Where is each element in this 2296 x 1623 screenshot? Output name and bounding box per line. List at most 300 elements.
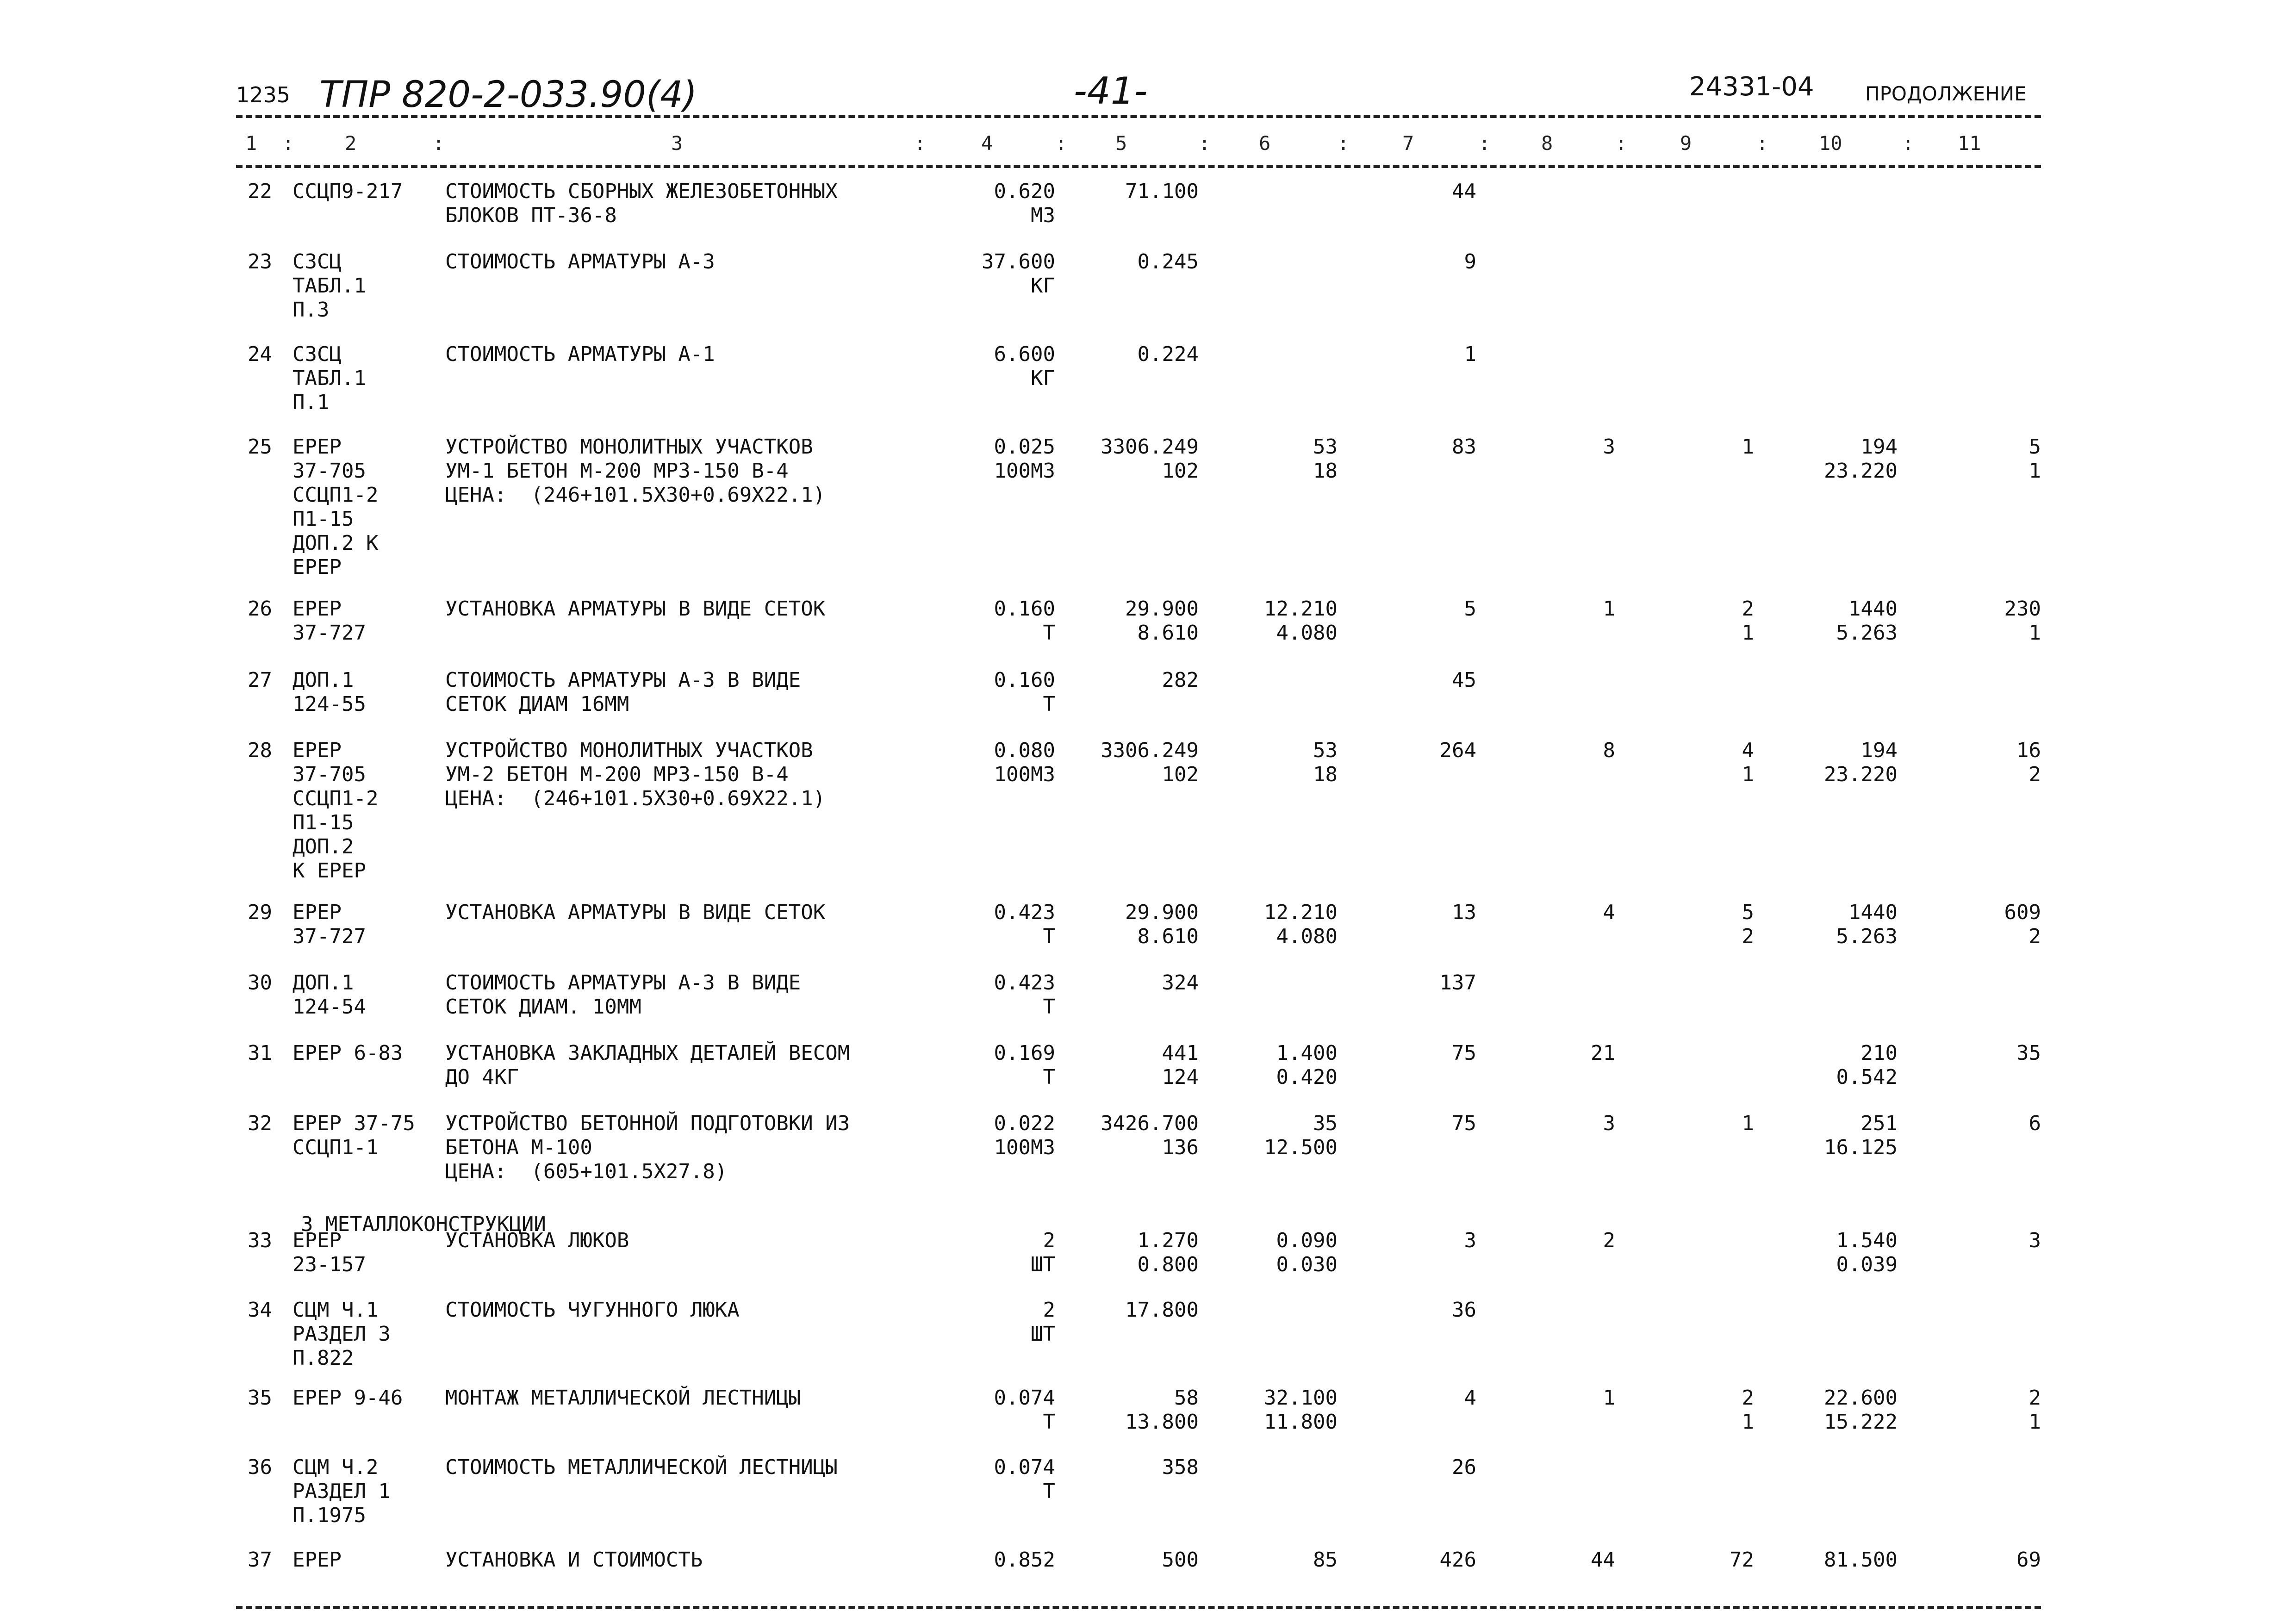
col9-value-line: 4 <box>1742 739 1754 762</box>
column-header-4: 4 <box>981 132 993 155</box>
col6-value <box>1213 739 1338 787</box>
work-description-line: ЦЕНА: (605+101.5Х27.8) <box>445 1160 728 1183</box>
work-description-line: УМ-1 БЕТОН М-200 МРЗ-150 В-4 <box>445 459 789 483</box>
col7-value <box>1342 1298 1476 1322</box>
col5-value-line: 0.224 <box>1137 342 1199 366</box>
rate-code-line: 124-55 <box>292 692 366 716</box>
work-description-line: УМ-2 БЕТОН М-200 МРЗ-150 В-4 <box>445 763 789 786</box>
col4-value-line: 37.600 <box>982 250 1055 274</box>
col6-value <box>1213 1229 1338 1277</box>
col8-value-line: 44 <box>1591 1548 1615 1572</box>
col8-value <box>1481 901 1615 925</box>
rate-code-line: ЕРЕР <box>292 739 342 762</box>
col4-value-line: 0.025 <box>994 435 1055 459</box>
col4-value-line: 0.022 <box>994 1112 1055 1135</box>
col11-value <box>1921 1041 2041 1065</box>
rate-code <box>292 342 366 415</box>
col4-value <box>916 1455 1055 1504</box>
col5-value <box>1064 668 1199 692</box>
col10-value <box>1759 901 1898 949</box>
rate-code-line: СЦМ Ч.1 <box>292 1298 379 1322</box>
rate-code-line: С3СЦ <box>292 250 342 274</box>
col8-value <box>1481 1112 1615 1136</box>
rate-code-line: ТАБЛ.1 <box>292 274 366 298</box>
work-description-line: ЦЕНА: (246+101.5Х30+0.69Х22.1) <box>445 483 826 507</box>
col10-value <box>1759 1229 1898 1277</box>
reference-number: 24331-04 <box>1689 72 1814 102</box>
sheet-number: 1235 <box>236 82 291 107</box>
col5-value-line: 1.270 <box>1137 1229 1199 1252</box>
column-header-11: 11 <box>1958 132 1981 155</box>
col5-value-line: 102 <box>1162 459 1199 483</box>
col8-value-line: 1 <box>1603 1386 1615 1410</box>
col6-value-line: 12.500 <box>1264 1136 1338 1159</box>
col8-value <box>1481 739 1615 763</box>
work-description-line: УСТАНОВКА АРМАТУРЫ В ВИДЕ СЕТОК <box>445 597 826 621</box>
rate-code-line: РАЗДЕЛ 1 <box>292 1480 391 1503</box>
col5-value <box>1064 1229 1199 1277</box>
col9-value-line: 72 <box>1730 1548 1754 1572</box>
col5-value <box>1064 739 1199 787</box>
col5-value <box>1064 1548 1199 1572</box>
rate-code-line: ССЦП1-1 <box>292 1136 379 1159</box>
col6-value-line: 18 <box>1313 763 1338 786</box>
col7-value <box>1342 597 1476 621</box>
col5-value <box>1064 1112 1199 1160</box>
work-description-line: СТОИМОСТЬ АРМАТУРЫ А-3 <box>445 250 715 274</box>
col11-value-line: 2 <box>2028 763 2041 786</box>
col7-value-line: 26 <box>1452 1455 1476 1479</box>
work-description <box>445 1298 740 1322</box>
col9-value <box>1620 1386 1754 1434</box>
row-number: 36 <box>248 1455 272 1479</box>
col8-value-line: 3 <box>1603 435 1615 459</box>
rate-code-line: ЕРЕР <box>292 1548 342 1572</box>
col4-value <box>916 1298 1055 1346</box>
col6-value <box>1213 435 1338 483</box>
col9-value-line: 1 <box>1742 1112 1754 1135</box>
col11-value <box>1921 1548 2041 1572</box>
col11-value-line: 2 <box>2028 1386 2041 1410</box>
row-number: 27 <box>248 668 272 692</box>
work-description-line: СЕТОК ДИАМ 16ММ <box>445 692 629 716</box>
rate-code-line: ЕРЕР <box>292 597 342 621</box>
col4-value-line: 0.074 <box>994 1455 1055 1479</box>
col7-value <box>1342 435 1476 459</box>
column-header-5: 5 <box>1115 132 1127 155</box>
row-number: 28 <box>248 739 272 762</box>
col7-value <box>1342 971 1476 995</box>
col7-value-line: 3 <box>1464 1229 1476 1252</box>
col4-value <box>916 597 1055 645</box>
col7-value-line: 83 <box>1452 435 1476 459</box>
col7-value-line: 36 <box>1452 1298 1476 1322</box>
col7-value-line: 9 <box>1464 250 1476 274</box>
rate-code <box>292 739 378 883</box>
continuation-label: ПРОДОЛЖЕНИЕ <box>1865 82 2027 105</box>
rate-code-line: ЕРЕР 9-46 <box>292 1386 403 1410</box>
col11-value-line: 6 <box>2028 1112 2041 1135</box>
col11-value-line: 5 <box>2028 435 2041 459</box>
col11-value-line: 69 <box>2016 1548 2041 1572</box>
col11-value-line: 3 <box>2028 1229 2041 1252</box>
col5-value-line: 8.610 <box>1137 925 1199 948</box>
work-description <box>445 1041 850 1089</box>
col6-value-line: 1.400 <box>1276 1041 1338 1065</box>
col9-value-line: 1 <box>1742 1410 1754 1434</box>
rate-code-line: ЕРЕР <box>292 435 342 459</box>
row-number: 35 <box>248 1386 272 1410</box>
rate-code <box>292 1386 403 1410</box>
col8-value <box>1481 1041 1615 1065</box>
col10-value <box>1759 597 1898 645</box>
column-header-2: 2 <box>345 132 357 155</box>
column-header-6: 6 <box>1259 132 1271 155</box>
work-description-line: СТОИМОСТЬ АРМАТУРЫ А-3 В ВИДЕ <box>445 668 801 692</box>
col10-value-line: 1440 <box>1848 901 1898 924</box>
row-number: 37 <box>248 1548 272 1572</box>
column-separator: : <box>1615 132 1627 155</box>
col5-value <box>1064 901 1199 949</box>
rate-code-line: ЕРЕР 37-75 <box>292 1112 415 1135</box>
col5-value-line: 3306.249 <box>1101 435 1199 459</box>
rate-code-line: П1-15 <box>292 507 354 531</box>
work-description <box>445 435 825 507</box>
col7-value-line: 4 <box>1464 1386 1476 1410</box>
rate-code-line: 124-54 <box>292 995 366 1019</box>
col7-value <box>1342 901 1476 925</box>
row-number: 31 <box>248 1041 272 1065</box>
col6-value-line: 85 <box>1313 1548 1338 1572</box>
document-code: ТПР 820-2-033.90(4) <box>319 74 697 116</box>
col6-value-line: 4.080 <box>1276 621 1338 645</box>
col7-value-line: 75 <box>1452 1041 1476 1065</box>
col10-value-line: 23.220 <box>1824 459 1898 483</box>
work-description-line: УСТАНОВКА ЗАКЛАДНЫХ ДЕТАЛЕЙ ВЕСОМ <box>445 1041 850 1065</box>
work-description-line: СЕТОК ДИАМ. 10ММ <box>445 995 641 1019</box>
rate-code-line: 37-705 <box>292 763 366 786</box>
rate-code-line: С3СЦ <box>292 342 342 366</box>
col5-value-line: 29.900 <box>1125 901 1199 924</box>
col10-value <box>1759 739 1898 787</box>
col4-value-line: Т <box>1043 1065 1055 1089</box>
col9-value-line: 1 <box>1742 621 1754 645</box>
column-separator: : <box>1756 132 1768 155</box>
col4-value <box>916 342 1055 391</box>
rate-code <box>292 971 366 1019</box>
col4-value-line: 0.620 <box>994 180 1055 203</box>
rate-code <box>292 1298 391 1370</box>
work-description-line: МОНТАЖ МЕТАЛЛИЧЕСКОЙ ЛЕСТНИЦЫ <box>445 1386 801 1410</box>
rate-code <box>292 1041 403 1065</box>
col4-value-line: Т <box>1043 1410 1055 1434</box>
col9-value <box>1620 435 1754 459</box>
col6-value <box>1213 1548 1338 1572</box>
col6-value <box>1213 901 1338 949</box>
col5-value-line: 441 <box>1162 1041 1199 1065</box>
col6-value-line: 0.420 <box>1276 1065 1338 1089</box>
col4-value-line: 2 <box>1043 1298 1055 1322</box>
col10-value-line: 16.125 <box>1824 1136 1898 1159</box>
col10-value-line: 23.220 <box>1824 763 1898 786</box>
rate-code-line: 37-727 <box>292 925 366 948</box>
col4-value-line: 100М3 <box>994 1136 1055 1159</box>
col7-value-line: 75 <box>1452 1112 1476 1135</box>
rate-code-line: 37-727 <box>292 621 366 645</box>
col7-value-line: 44 <box>1452 180 1476 203</box>
col4-value-line: 2 <box>1043 1229 1055 1252</box>
col11-value-line: 1 <box>2028 621 2041 645</box>
col6-value-line: 4.080 <box>1276 925 1338 948</box>
rate-code-line: ТАБЛ.1 <box>292 367 366 390</box>
col10-value <box>1759 1386 1898 1434</box>
rate-code-line: РАЗДЕЛ 3 <box>292 1322 391 1346</box>
col7-value <box>1342 342 1476 367</box>
col5-value-line: 0.245 <box>1137 250 1199 274</box>
rate-code-line: ССЦП9-217 <box>292 180 403 203</box>
section-title: 3 МЕТАЛЛОКОНСТРУКЦИИ <box>301 1213 546 1236</box>
col6-value-line: 53 <box>1313 435 1338 459</box>
work-description-line: УСТРОЙСТВО МОНОЛИТНЫХ УЧАСТКОВ <box>445 435 813 459</box>
rate-code-line: ЕРЕР <box>292 1229 342 1252</box>
col7-value-line: 5 <box>1464 597 1476 621</box>
col5-value <box>1064 1455 1199 1480</box>
rate-code <box>292 668 366 716</box>
rate-code-line: П.1975 <box>292 1504 366 1527</box>
column-header-10: 10 <box>1819 132 1842 155</box>
work-description <box>445 597 825 621</box>
rate-code-line: СЦМ Ч.2 <box>292 1455 379 1479</box>
col11-value-line: 1 <box>2028 459 2041 483</box>
rate-code-line: ССЦП1-2 <box>292 483 379 507</box>
col7-value-line: 426 <box>1439 1548 1476 1572</box>
page-bottom-rule <box>236 1606 2041 1609</box>
col10-value-line: 251 <box>1860 1112 1898 1135</box>
col6-value <box>1213 597 1338 645</box>
rate-code-line: ССЦП1-2 <box>292 787 379 810</box>
col4-value-line: 100М3 <box>994 459 1055 483</box>
col5-value-line: 8.610 <box>1137 621 1199 645</box>
col4-value-line: ШТ <box>1031 1322 1055 1346</box>
col6-value-line: 12.210 <box>1264 597 1338 621</box>
col5-value-line: 0.800 <box>1137 1253 1199 1276</box>
col9-value <box>1620 739 1754 787</box>
col9-value-line: 5 <box>1742 901 1754 924</box>
col10-value-line: 15.222 <box>1824 1410 1898 1434</box>
col9-value <box>1620 901 1754 949</box>
work-description-line: УСТАНОВКА ЛЮКОВ <box>445 1229 629 1252</box>
col7-value <box>1342 668 1476 692</box>
col10-value-line: 1440 <box>1848 597 1898 621</box>
col9-value-line: 1 <box>1742 763 1754 786</box>
col5-value-line: 500 <box>1162 1548 1199 1572</box>
work-description <box>445 971 801 1019</box>
col4-value-line: КГ <box>1031 367 1055 390</box>
col10-value-line: 0.039 <box>1836 1253 1898 1276</box>
col4-value <box>916 1229 1055 1277</box>
col6-value-line: 0.090 <box>1276 1229 1338 1252</box>
rate-code-line: П.3 <box>292 298 330 322</box>
col4-value-line: Т <box>1043 995 1055 1019</box>
rate-code <box>292 901 366 949</box>
col10-value <box>1759 435 1898 483</box>
col7-value-line: 264 <box>1439 739 1476 762</box>
row-number: 26 <box>248 597 272 621</box>
col11-value-line: 16 <box>2016 739 2041 762</box>
work-description-line: СТОИМОСТЬ СБОРНЫХ ЖЕЛЕЗОБЕТОННЫХ <box>445 180 838 203</box>
col7-value <box>1342 180 1476 204</box>
work-description <box>445 901 825 925</box>
col5-value <box>1064 597 1199 645</box>
col5-value <box>1064 971 1199 995</box>
col7-value <box>1342 1229 1476 1253</box>
rate-code <box>292 1548 342 1572</box>
rate-code-line: ЕРЕР 6-83 <box>292 1041 403 1065</box>
col4-value-line: 0.423 <box>994 971 1055 995</box>
col4-value <box>916 180 1055 228</box>
col5-value <box>1064 1041 1199 1089</box>
column-header-9: 9 <box>1680 132 1692 155</box>
col4-value <box>916 435 1055 483</box>
row-number: 30 <box>248 971 272 995</box>
col8-value-line: 4 <box>1603 901 1615 924</box>
col7-value-line: 13 <box>1452 901 1476 924</box>
rate-code-line: ДОП.1 <box>292 668 354 692</box>
work-description-line: УСТРОЙСТВО БЕТОННОЙ ПОДГОТОВКИ ИЗ <box>445 1112 850 1135</box>
work-description-line: ДО 4КГ <box>445 1065 519 1089</box>
work-description <box>445 668 801 716</box>
col5-value-line: 3306.249 <box>1101 739 1199 762</box>
col9-value-line: 2 <box>1742 1386 1754 1410</box>
work-description <box>445 342 715 367</box>
col9-value <box>1620 597 1754 645</box>
col4-value-line: 0.080 <box>994 739 1055 762</box>
work-description <box>445 739 825 811</box>
col9-value-line: 2 <box>1742 597 1754 621</box>
col4-value <box>916 1112 1055 1160</box>
col4-value-line: КГ <box>1031 274 1055 298</box>
col4-value <box>916 250 1055 298</box>
col5-value-line: 58 <box>1174 1386 1199 1410</box>
col8-value-line: 2 <box>1603 1229 1615 1252</box>
column-separator: : <box>1902 132 1914 155</box>
col5-value-line: 102 <box>1162 763 1199 786</box>
col4-value <box>916 739 1055 787</box>
col4-value-line: Т <box>1043 1480 1055 1503</box>
col9-value <box>1620 1112 1754 1136</box>
col6-value <box>1213 1386 1338 1434</box>
column-separator: : <box>1055 132 1067 155</box>
rate-code <box>292 435 378 579</box>
work-description-line: ЦЕНА: (246+101.5Х30+0.69Х22.1) <box>445 787 826 810</box>
rate-code-line: ЕРЕР <box>292 901 342 924</box>
col5-value <box>1064 435 1199 483</box>
col4-value-line: 0.074 <box>994 1386 1055 1410</box>
rate-code <box>292 1455 391 1528</box>
col7-value-line: 45 <box>1452 668 1476 692</box>
rate-code <box>292 180 403 204</box>
column-header-7: 7 <box>1402 132 1414 155</box>
col8-value-line: 21 <box>1591 1041 1615 1065</box>
row-number: 32 <box>248 1112 272 1135</box>
work-description-line: УСТРОЙСТВО МОНОЛИТНЫХ УЧАСТКОВ <box>445 739 813 762</box>
row-number: 34 <box>248 1298 272 1322</box>
col11-value <box>1921 597 2041 645</box>
work-description <box>445 1455 838 1480</box>
rate-code-line: К ЕРЕР <box>292 859 366 883</box>
col5-value <box>1064 250 1199 274</box>
col9-value-line: 2 <box>1742 925 1754 948</box>
work-description <box>445 1548 703 1572</box>
header-top-rule <box>236 115 2041 118</box>
col10-value-line: 22.600 <box>1824 1386 1898 1410</box>
col4-value-line: Т <box>1043 925 1055 948</box>
col5-value-line: 17.800 <box>1125 1298 1199 1322</box>
row-number: 23 <box>248 250 272 274</box>
col5-value-line: 358 <box>1162 1455 1199 1479</box>
column-header-8: 8 <box>1541 132 1553 155</box>
col5-value <box>1064 1386 1199 1434</box>
col4-value <box>916 1041 1055 1089</box>
col5-value-line: 282 <box>1162 668 1199 692</box>
col10-value-line: 194 <box>1860 435 1898 459</box>
col7-value <box>1342 739 1476 763</box>
col11-value-line: 2 <box>2028 925 2041 948</box>
col5-value-line: 324 <box>1162 971 1199 995</box>
col10-value <box>1759 1548 1898 1572</box>
column-separator: : <box>1479 132 1491 155</box>
col7-value-line: 137 <box>1439 971 1476 995</box>
rate-code-line: 37-705 <box>292 459 366 483</box>
column-separator: : <box>914 132 926 155</box>
col10-value-line: 194 <box>1860 739 1898 762</box>
col6-value-line: 53 <box>1313 739 1338 762</box>
col7-value <box>1342 250 1476 274</box>
col7-value <box>1342 1041 1476 1065</box>
col8-value <box>1481 597 1615 621</box>
col4-value <box>916 668 1055 716</box>
rate-code <box>292 250 366 322</box>
col11-value-line: 609 <box>2004 901 2041 924</box>
col11-value <box>1921 435 2041 483</box>
col11-value-line: 35 <box>2016 1041 2041 1065</box>
col5-value <box>1064 180 1199 204</box>
work-description <box>445 180 838 228</box>
work-description-line: СТОИМОСТЬ МЕТАЛЛИЧЕСКОЙ ЛЕСТНИЦЫ <box>445 1455 838 1479</box>
col7-value <box>1342 1548 1476 1572</box>
col11-value <box>1921 739 2041 787</box>
col11-value <box>1921 1229 2041 1253</box>
col11-value <box>1921 1112 2041 1136</box>
col7-value <box>1342 1112 1476 1136</box>
column-separator: : <box>282 132 294 155</box>
col5-value-line: 71.100 <box>1125 180 1199 203</box>
header-bottom-rule <box>236 165 2041 168</box>
col7-value <box>1342 1386 1476 1410</box>
col6-value <box>1213 1041 1338 1089</box>
col6-value-line: 12.210 <box>1264 901 1338 924</box>
col5-value-line: 3426.700 <box>1101 1112 1199 1135</box>
col11-value <box>1921 901 2041 949</box>
column-separator: : <box>1338 132 1350 155</box>
col4-value-line: Т <box>1043 621 1055 645</box>
col6-value-line: 18 <box>1313 459 1338 483</box>
work-description-line: БЛОКОВ ПТ-36-8 <box>445 204 617 227</box>
rate-code-line: П.822 <box>292 1346 354 1370</box>
col4-value <box>916 901 1055 949</box>
col10-value-line: 0.542 <box>1836 1065 1898 1089</box>
col4-value-line: 0.169 <box>994 1041 1055 1065</box>
